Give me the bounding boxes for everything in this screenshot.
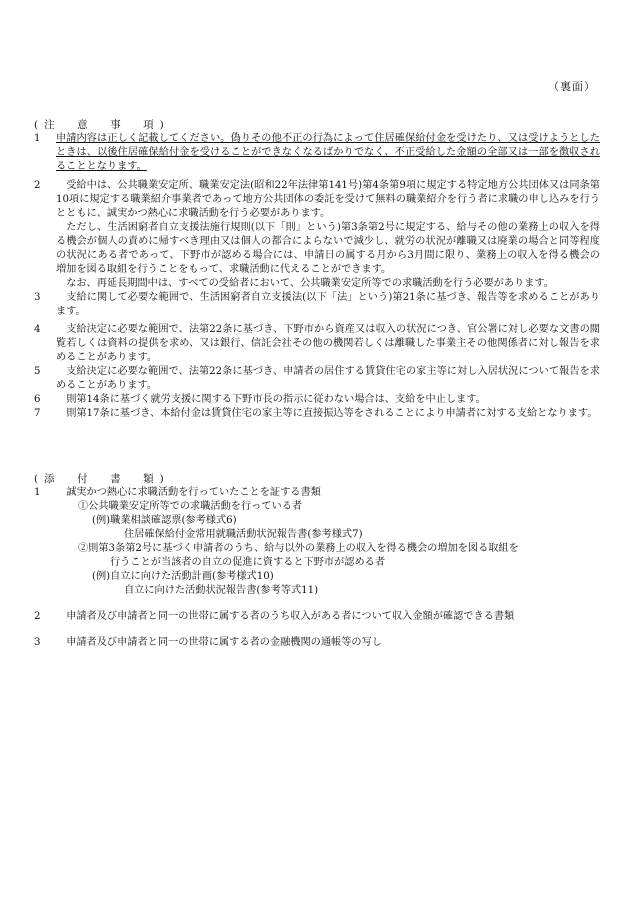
notes-heading: (注 意 事 項) <box>34 119 170 131</box>
attachment-example: (例)職業相談確認票(参考様式6) <box>92 515 237 526</box>
attachment-sub-2-cont: 行うことが当該者の自立の促進に資すると下野市が認める者 <box>110 557 386 568</box>
note-item-2-proviso: ただし、生活困窮者自立支援法施行規則(以下「則」という)第3条第2号に規定する、給与その他の業務上の収入を得る機会が個人の責めに帰すべき理由又は個人の都合によらないで減少し、就労の状況が離職又は廃業の場合と同等程度の状況にある者であって、下野市が認める場合には、申請日の属する月から3月間に限り、業務上の収入を得る機会の増加を図る取組を行うことをもって、求職活動に代えることができます。 <box>56 222 600 275</box>
note-text: 支給決定に必要な範囲で、法第22条に基づき、下野市から資産又は収入の状況につき、官公署に対し必要な文書の閲覧若しくは資料の提供を求め、又は銀行、信託会社その他の機関若しくは離職した事業主その他関係者に対し報告を求めることがあります。 <box>56 324 600 363</box>
notes-section <box>34 118 600 421</box>
note-item-7: 7 則第17条に基づき、本給付金は賃貸住宅の家主等に直接振込等をされることにより申請者に対する支給となります。 <box>34 407 600 421</box>
attachment-item-2: 2 申請者及び申請者と同一の世帯に属する者のうち収入がある者について収入金額が確認できる書類 <box>34 611 515 622</box>
note-item-6: 6 則第14条に基づく就労支援に関する下野市長の指示に従わない場合は、支給を中止します。 <box>34 393 600 407</box>
note-text: 受給中は、公共職業安定所、職業安定法(昭和22年法律第141号)第4条第9項に規定する特定地方公共団体又は同条第10項に規定する職業紹介事業者であって地方公共団体の委託を受けて無料の職業紹介を行う者に求職の申し込みを行うとともに、誠実かつ熱心に求職活動を行う必要があります。 <box>56 180 600 219</box>
attachments-section <box>34 472 600 650</box>
attachment-sub-2: ②則第3条第2号に基づく申請者のうち、給与以外の業務上の収入を得る機会の増加を図る取組を <box>78 543 519 554</box>
note-item-4: 4 支給決定に必要な範囲で、法第22条に基づき、下野市から資産又は収入の状況につき、官公署に対し必要な文書の閲覧若しくは資料の提供を求め、又は銀行、信託会社その他の機関若しくは離職した事業主その他関係者に対し報告を求めることがあります。 <box>34 324 600 363</box>
note-text: 則第17条に基づき、本給付金は賃貸住宅の家主等に直接振込等をされることにより申請者に対する支給となります。 <box>66 408 598 419</box>
attachment-sub-1: ①公共職業安定所等での求職活動を行っている者 <box>78 501 303 512</box>
attachment-example: (例)自立に向けた活動計画(参考様式10) <box>92 571 274 582</box>
attachment-item-1: 1 誠実かつ熱心に求職活動を行っていたことを証する書類 <box>34 487 321 498</box>
note-text: 申請内容は正しく記載してください。偽りその他不正の行為によって住居確保給付金を受けたり、又は受けようとしたときは、以後住居確保給付金を受けることができなくなるばかりでなく、不正受給した金額の全部又は一部を徴収されることとなります。 <box>56 133 600 172</box>
note-item-2: 2 受給中は、公共職業安定所、職業安定法(昭和22年法律第141号)第4条第9項に規定する特定地方公共団体又は同条第10項に規定する職業紹介事業者であって地方公共団体の委託を受けて無料の職業紹介を行う者に求職の申し込みを行うとともに、誠実かつ熱心に求職活動を行う必要があります。 <box>34 180 600 219</box>
note-text: 則第14条に基づく就労支援に関する下野市長の指示に従わない場合は、支給を中止します。 <box>66 394 486 405</box>
attachment-example: 自立に向けた活動状況報告書(参考等式11) <box>124 585 319 596</box>
note-item-2-extension: なお、再延長期間中は、すべての受給者において、公共職業安定所等での求職活動を行う必要があります。 <box>66 278 554 289</box>
attachment-example: 住居確保給付金常用就職活動状況報告書(参考様式7) <box>124 529 363 540</box>
attachments-heading: (添 付 書 類) <box>34 473 170 485</box>
note-item-1: 1 申請内容は正しく記載してください。偽りその他不正の行為によって住居確保給付金を受けたり、又は受けようとしたときは、以後住居確保給付金を受けることができなくなるばかりでなく、不正受給した金額の全部又は一部を徴収されることとなります。 <box>34 133 600 172</box>
note-text: 支給決定に必要な範囲で、法第22条に基づき、申請者の居住する賃貸住宅の家主等に対し入居状況について報告を求めることがあります。 <box>56 366 600 391</box>
note-item-3: 3 支給に関して必要な範囲で、生活困窮者自立支援法(以下「法」という)第21条に基づき、報告等を求めることがあります。 <box>34 292 600 317</box>
note-text: 支給に関して必要な範囲で、生活困窮者自立支援法(以下「法」という)第21条に基づき、報告等を求めることがあります。 <box>56 292 600 317</box>
attachment-item-3: 3 申請者及び申請者と同一の世帯に属する者の金融機関の通帳等の写し <box>34 637 382 648</box>
page-side-label: （裏面） <box>548 80 596 93</box>
note-item-5: 5 支給決定に必要な範囲で、法第22条に基づき、申請者の居住する賃貸住宅の家主等に対し入居状況について報告を求めることがあります。 <box>34 366 600 391</box>
